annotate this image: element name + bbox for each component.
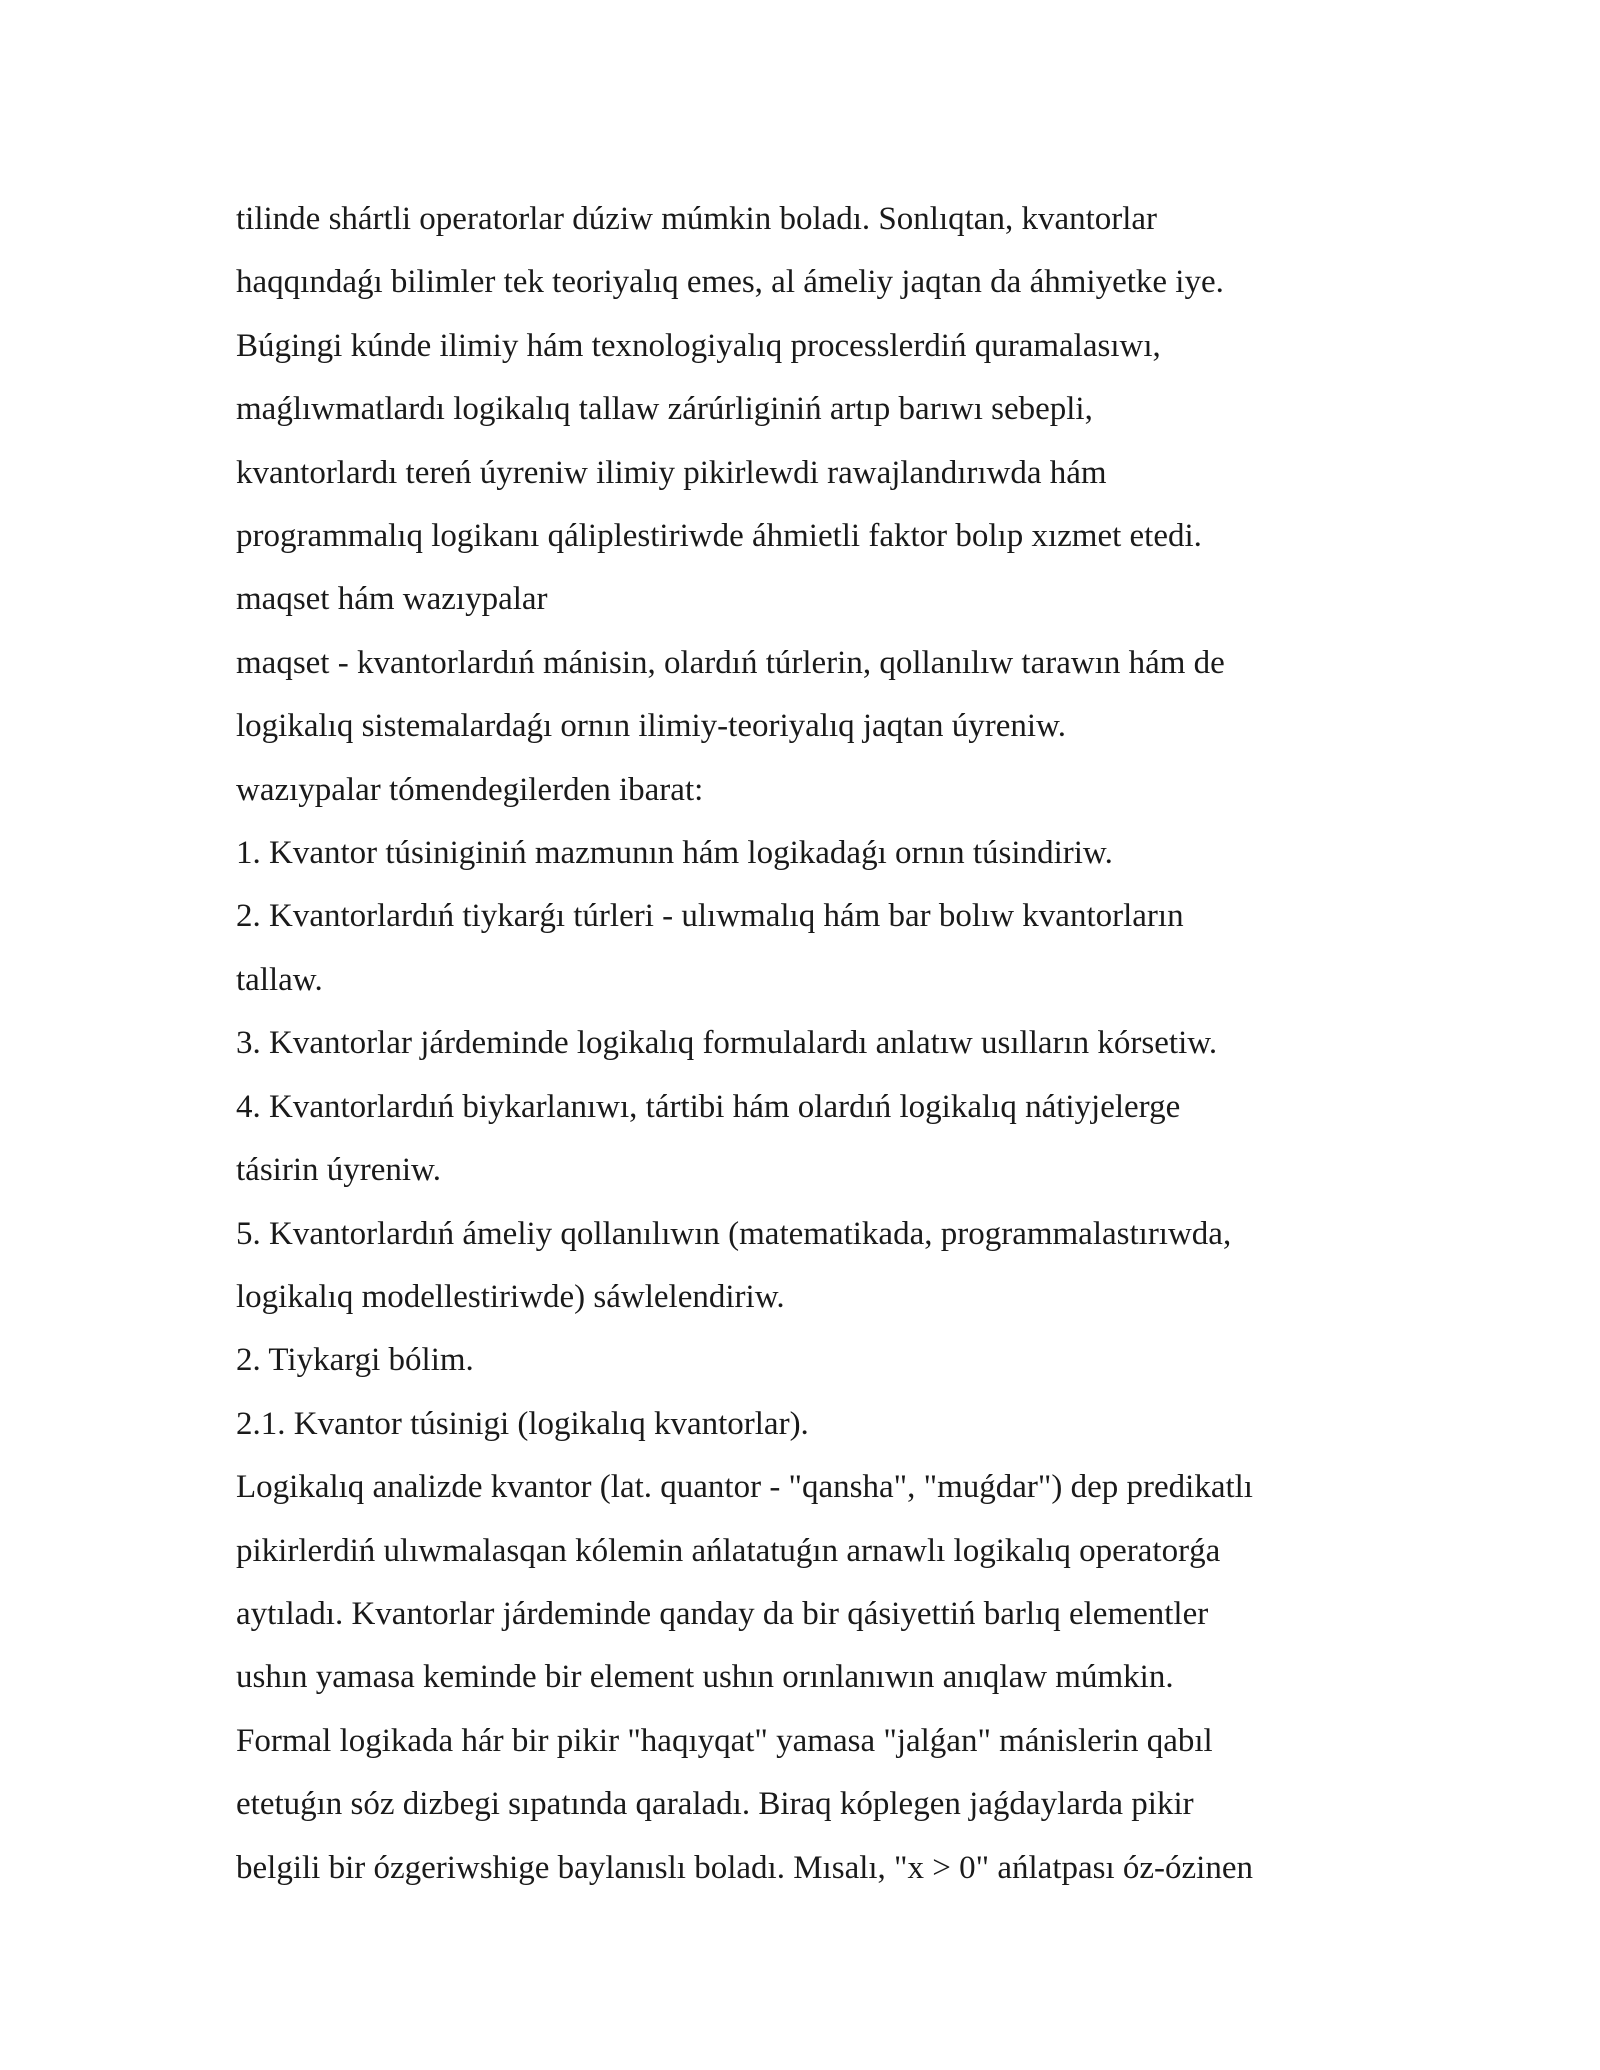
text-line: Formal logikada hár bir pikir "haqıyqat" yamasa "jalǵan" mánislerin qabıl — [236, 1722, 1213, 1759]
list-item: 3. Kvantorlar járdeminde logikalıq formulalardı anlatıw usılların kórsetiw. — [236, 1025, 1218, 1062]
list-item: 2. Kvantorlardıń tiykarǵı túrleri - ulıwmalıq hám bar bolıw kvantorların — [236, 898, 1184, 935]
text-line: Búgingi kúnde ilimiy hám texnologiyalıq processlerdiń quramalasıwı, — [236, 327, 1161, 364]
text-line: maǵlıwmatlardı logikalıq tallaw zárúrliginiń artıp barıwı sebepli, — [236, 391, 1093, 428]
text-line: ushın yamasa keminde bir element ushın orınlanıwın anıqlaw múmkin. — [236, 1659, 1174, 1696]
list-item: 4. Kvantorlardıń biykarlanıwı, tártibi hám olardıń logikalıq nátiyjelerge — [236, 1088, 1181, 1125]
text-line: wazıypalar tómendegilerden ibarat: — [236, 771, 704, 808]
text-line: tilinde shártli operatorlar dúziw múmkin boladı. Sonlıqtan, kvantorlar — [236, 201, 1158, 237]
list-item-continuation: logikalıq modellestiriwde) sáwlelendiriw. — [236, 1278, 785, 1315]
list-item-continuation: tallaw. — [236, 961, 323, 998]
text-line: etetuǵın sóz dizbegi sıpatında qaraladı. Biraq kóplegen jaǵdaylarda pikir — [236, 1786, 1194, 1823]
text-line: Logikalıq analizde kvantor (lat. quantor - "qansha", "muǵdar") dep predikatlı — [236, 1469, 1253, 1506]
body-text — [236, 188, 1396, 1900]
subsection-heading: 2.1. Kvantor túsinigi (logikalıq kvantorlar). — [236, 1405, 809, 1442]
section-heading: maqset hám wazıypalar — [236, 581, 548, 618]
list-item: 5. Kvantorlardıń ámeliy qollanılıwın (matematikada, programmalastırıwda, — [236, 1215, 1232, 1252]
text-line: haqqındaǵı bilimler tek teoriyalıq emes, al ámeliy jaqtan da áhmiyetke iye. — [236, 264, 1224, 301]
text-line: programmalıq logikanı qáliplestiriwde áhmietli faktor bolıp xızmet etedi. — [236, 518, 1202, 555]
list-item: 1. Kvantor túsiniginiń mazmunın hám logikadaǵı ornın túsindiriw. — [236, 835, 1113, 872]
text-line: pikirlerdiń ulıwmalasqan kólemin ańlatatuǵın arnawlı logikalıq operatorǵa — [236, 1532, 1221, 1569]
text-line: belgili bir ózgeriwshige baylanıslı boladı. Mısalı, "x > 0" ańlatpası óz-ózinen — [236, 1849, 1253, 1886]
text-line: maqset - kvantorlardıń mánisin, olardıń túrlerin, qollanılıw tarawın hám de — [236, 644, 1225, 681]
list-item-continuation: tásirin úyreniw. — [236, 1152, 441, 1189]
text-line: aytıladı. Kvantorlar járdeminde qanday da bir qásiyettiń barlıq elementler — [236, 1595, 1209, 1632]
section-heading: 2. Tiykargi bólim. — [236, 1342, 474, 1379]
text-line: logikalıq sistemalardaǵı ornın ilimiy-teoriyalıq jaqtan úyreniw. — [236, 708, 1066, 745]
text-line: kvantorlardı tereń úyreniw ilimiy pikirlewdi rawajlandırıwda hám — [236, 454, 1107, 491]
